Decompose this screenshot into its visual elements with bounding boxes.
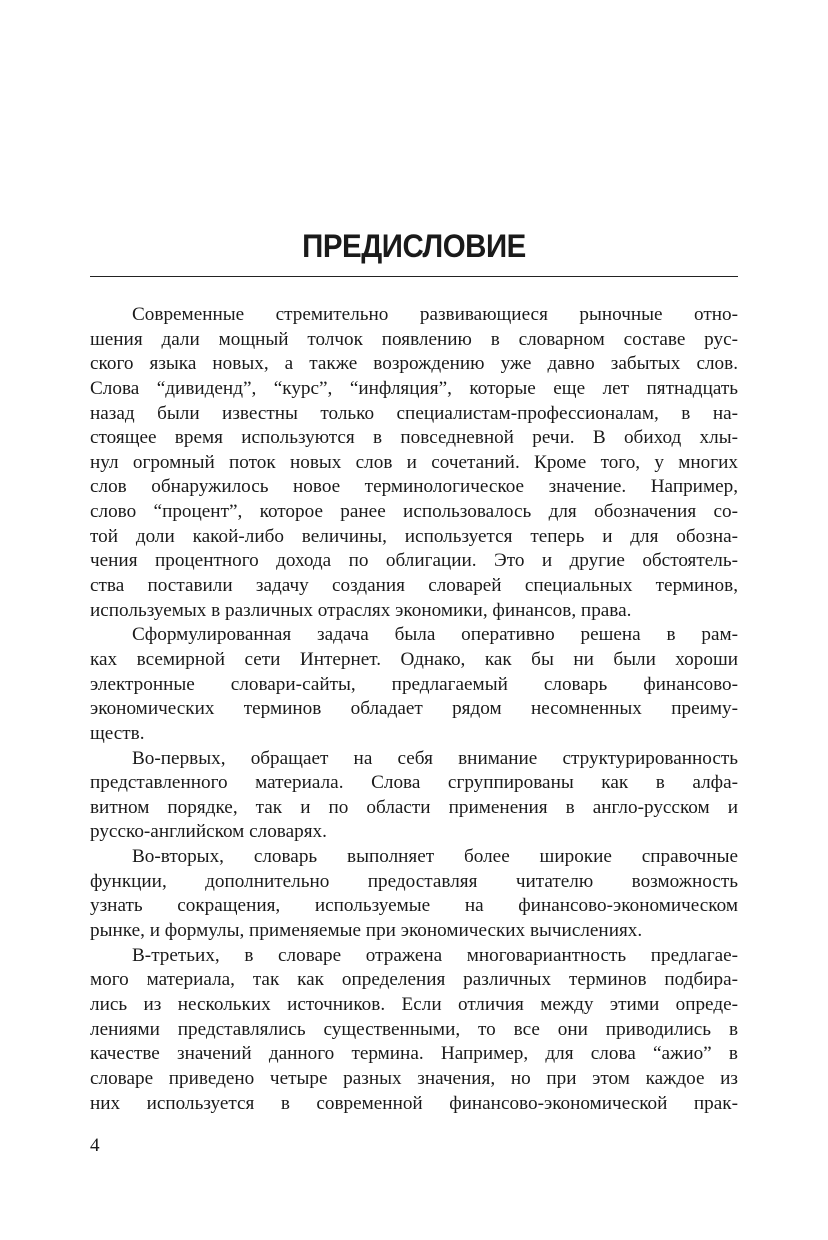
text-line: них используется в современной финансово-экономической прак- bbox=[90, 1092, 738, 1114]
text-line: чения процентного дохода по облигации. Это и другие обстоятель- bbox=[90, 550, 738, 572]
text-line: В-третьих, в словаре отражена многовариантность предлагае- bbox=[132, 944, 738, 966]
text-line: электронные словари-сайты, предлагаемый словарь финансово- bbox=[90, 673, 738, 695]
text-line: узнать сокращения, используемые на финансово-экономическом bbox=[90, 895, 738, 917]
page-number: 4 bbox=[90, 1135, 100, 1156]
text-line: ществ. bbox=[90, 722, 145, 744]
text-line: ках всемирной сети Интернет. Однако, как бы ни были хороши bbox=[90, 648, 738, 670]
text-line: ского языка новых, а также возрождению уже давно забытых слов. bbox=[90, 353, 738, 375]
text-line: витном порядке, так и по области применения в англо-русском и bbox=[90, 796, 738, 818]
text-line: лениями представлялись существенными, то все они приводились в bbox=[90, 1018, 738, 1040]
text-line: русско-английском словарях. bbox=[90, 821, 327, 843]
text-line: лись из нескольких источников. Если отличия между этими опреде- bbox=[90, 993, 738, 1015]
text-line: назад были известны только специалистам-профессионалам, в на- bbox=[90, 402, 738, 424]
text-line: Современные стремительно развивающиеся рыночные отно- bbox=[132, 304, 738, 325]
text-line: мого материала, так как определения различных терминов подбира- bbox=[90, 969, 738, 991]
text-line: шения дали мощный толчок появлению в словарном составе рус- bbox=[90, 328, 738, 350]
text-line: ства поставили задачу создания словарей специальных терминов, bbox=[90, 575, 738, 597]
text-line: Сформулированная задача была оперативно решена в рам- bbox=[132, 624, 738, 646]
text-line: рынке, и формулы, применяемые при экономических вычислениях. bbox=[90, 920, 643, 942]
text-line: экономических терминов обладает рядом несомненных преиму- bbox=[90, 698, 738, 720]
text-line: Слова “дивиденд”, “курс”, “инфляция”, которые еще лет пятнадцать bbox=[90, 377, 738, 399]
text-line: используемых в различных отраслях экономики, финансов, права. bbox=[90, 599, 632, 621]
text-line: словаре приведено четыре разных значения, но при этом каждое из bbox=[90, 1067, 738, 1089]
text-line: той доли какой-либо величины, используется теперь и для обозна- bbox=[90, 525, 738, 547]
text-line: слов обнаружилось новое терминологическое значение. Например, bbox=[90, 476, 738, 498]
title-divider bbox=[90, 276, 738, 277]
text-line: Во-вторых, словарь выполняет более широкие справочные bbox=[132, 846, 738, 868]
text-line: стоящее время используются в повседневной речи. В обиход хлы- bbox=[90, 427, 738, 449]
page-title: ПРЕДИСЛОВИЕ bbox=[302, 228, 526, 264]
text-line: качестве значений данного термина. Например, для слова “ажио” в bbox=[90, 1043, 738, 1065]
text-line: нул огромный поток новых слов и сочетаний. Кроме того, у многих bbox=[90, 451, 738, 473]
text-line: слово “процент”, которое ранее использовалось для обозначения со- bbox=[90, 501, 738, 523]
preface-body bbox=[90, 303, 738, 1116]
text-line: функции, дополнительно предоставляя читателю возможность bbox=[90, 870, 738, 892]
text-line: Во-первых, обращает на себя внимание структурированность bbox=[132, 747, 738, 769]
text-line: представленного материала. Слова сгруппированы как в алфа- bbox=[90, 772, 738, 794]
